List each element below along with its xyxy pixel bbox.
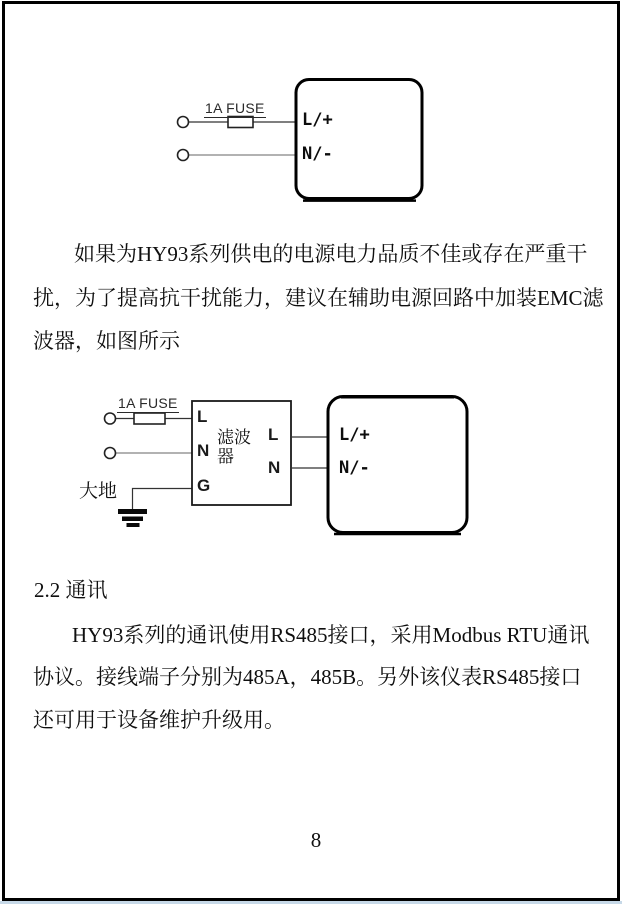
paragraph-line: 波器，如图所示 — [33, 329, 180, 353]
live-terminal-circle — [105, 413, 116, 424]
filter-name-line2: 器 — [217, 447, 234, 466]
neutral-terminal-label: N/- — [339, 458, 370, 478]
paragraph-line: 扰，为了提高抗干扰能力，建议在辅助电源回路中加装EMC滤 — [33, 286, 604, 310]
earth-ground-icon — [118, 509, 147, 514]
live-terminal-label: L/+ — [339, 425, 370, 445]
live-terminal-label: L/+ — [302, 110, 333, 130]
neutral-terminal-circle — [178, 150, 189, 161]
filter-pin-g: G — [197, 476, 211, 495]
filter-pin-n-out: N — [268, 458, 281, 477]
paragraph-line: HY93系列的通讯使用RS485接口，采用Modbus RTU通讯 — [72, 623, 590, 647]
fuse-symbol — [228, 117, 253, 128]
ground-wire — [133, 489, 193, 510]
filter-pin-n-in: N — [197, 441, 210, 460]
paragraph-line: 协议。接线端子分别为485A，485B。另外该仪表RS485接口 — [33, 665, 582, 689]
meter-box — [296, 80, 422, 199]
filter-pin-l-in: L — [197, 407, 208, 426]
section-heading: 2.2 通讯 — [34, 578, 108, 602]
neutral-terminal-label: N/- — [302, 144, 333, 164]
paragraph-line: 还可用于设备维护升级用。 — [33, 708, 285, 732]
earth-ground-icon — [122, 517, 143, 522]
diagram-emc-filter-supply — [105, 397, 468, 535]
paragraph-line: 如果为HY93系列供电的电源电力品质不佳或存在严重干 — [74, 242, 588, 266]
diagram-direct-supply — [178, 80, 423, 201]
live-terminal-circle — [178, 117, 189, 128]
neutral-terminal-circle — [105, 448, 116, 459]
fuse-label: 1A FUSE — [204, 100, 266, 118]
earth-ground-icon — [127, 523, 140, 527]
filter-name-line1: 滤波 — [217, 428, 251, 447]
filter-pin-l-out: L — [268, 425, 279, 444]
earth-label: 大地 — [79, 481, 118, 502]
page-number: 8 — [310, 828, 322, 852]
fuse-label: 1A FUSE — [117, 395, 179, 413]
fuse-symbol — [134, 413, 165, 424]
